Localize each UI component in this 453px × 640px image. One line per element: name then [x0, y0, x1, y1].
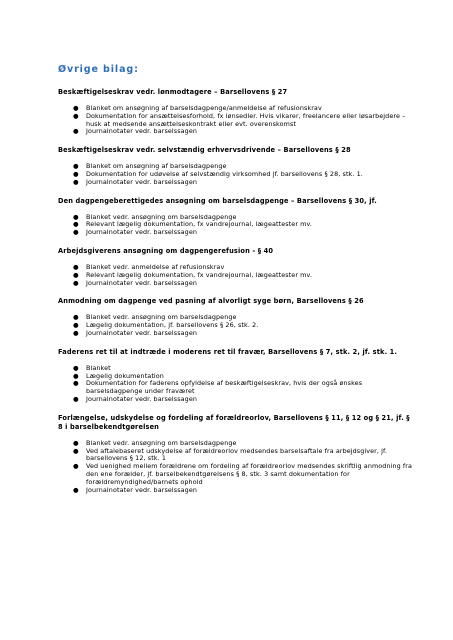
bullet-list [58, 365, 413, 404]
bullet-icon: ● [73, 262, 79, 271]
list-item-text: Blanket om ansøgning af barselsdagpenge/anmeldelse af refusionskrav [86, 104, 322, 112]
bullet-icon: ● [73, 446, 79, 455]
list-item [73, 394, 413, 404]
bullet-icon: ● [73, 104, 79, 112]
list-item-text: Blanket vedr. ansøgning om barselsdagpenge [86, 212, 237, 221]
list-item-text: Journalnotater vedr. barselssagen [86, 394, 198, 403]
document-section [58, 88, 413, 136]
list-item-text: Relevant lægelig dokumentation, fx vandrejournal, lægeattester mv. [86, 270, 313, 279]
document-section [58, 297, 413, 337]
bullet-list [58, 314, 413, 337]
list-item-text: Journalnotater vedr. barselssagen [86, 278, 198, 287]
bullet-icon: ● [73, 270, 79, 279]
list-item-text: Dokumentation for ansættelsesforhold, fx lønsedler. Hvis vikarer, freelancere eller løsarbejdere – husk at medsende ansættelseskontrakt eller evt. overenskomst [86, 111, 406, 128]
list-item [73, 485, 413, 495]
bullet-icon: ● [73, 371, 79, 380]
list-item-text: Blanket vedr. anmeldelse af refusionskrav [86, 262, 225, 271]
section-title: Beskæftigelseskrav vedr. lønmodtagere – Barsellovens § 27 [58, 88, 288, 96]
list-item-text: Ved aftalebaseret udskydelse af forældreorlov medsendes barselsaftale fra arbejdsgiver, jf. barsellovens § 12, stk. 1 [86, 446, 388, 463]
bullet-icon: ● [73, 212, 79, 221]
document-section [58, 348, 413, 404]
list-item-text: Blanket vedr. ansøgning om barselsdagpenge [86, 438, 237, 447]
bullet-icon: ● [73, 394, 79, 403]
list-item-text: Relevant lægelig dokumentation, fx vandrejournal, lægeattester mv. [86, 220, 313, 229]
list-item-text: Blanket [86, 363, 111, 372]
list-item-text: Journalnotater vedr. barselssagen [86, 485, 198, 494]
list-item-text: Blanket vedr. ansøgning om barselsdagpenge [86, 313, 237, 322]
bullet-list [58, 264, 413, 287]
list-item [73, 111, 413, 129]
bullet-icon: ● [73, 220, 79, 229]
bullet-icon: ● [73, 162, 79, 171]
list-item [73, 462, 413, 486]
document-section [58, 414, 413, 495]
bullet-icon: ● [73, 177, 79, 186]
list-item-text: Lægelig dokumentation [86, 371, 164, 380]
bullet-icon: ● [73, 363, 79, 372]
document-section [58, 247, 413, 287]
list-item-text: Journalnotater vedr. barselssagen [86, 328, 198, 337]
bullet-icon: ● [73, 278, 79, 287]
list-item [73, 278, 413, 288]
bullet-icon: ● [73, 462, 79, 471]
bullet-icon: ● [73, 127, 79, 136]
bullet-icon: ● [73, 379, 79, 388]
bullet-icon: ● [73, 321, 79, 330]
sections-container [58, 88, 413, 494]
list-item [73, 446, 413, 464]
list-item-text: Lægelig dokumentation, jf. barsellovens § 26, stk. 2. [86, 321, 259, 330]
list-item-text: Blanket om ansøgning af barselsdagpenge [86, 162, 227, 171]
list-item-text: Journalnotater vedr. barselssagen [86, 228, 198, 237]
section-heading: Øvrige bilag: [58, 64, 139, 75]
bullet-icon: ● [73, 438, 79, 447]
bullet-icon: ● [73, 313, 79, 322]
section-title: Den dagpengeberettigedes ansøgning om barselsdagpenge – Barsellovens § 30, jf. [58, 196, 377, 205]
list-item-text: Journalnotater vedr. barselssagen [86, 127, 198, 136]
list-item [73, 328, 413, 338]
section-title: Beskæftigelseskrav vedr. selvstændig erhvervsdrivende – Barsellovens § 28 [58, 146, 351, 155]
bullet-list [58, 105, 413, 136]
list-item [73, 379, 413, 396]
bullet-icon: ● [73, 228, 79, 237]
bullet-icon: ● [73, 485, 79, 494]
bullet-icon: ● [73, 169, 79, 178]
list-item [73, 177, 413, 187]
list-item-text: Journalnotater vedr. barselssagen [86, 177, 198, 186]
bullet-list [58, 214, 413, 237]
bullet-list [58, 440, 413, 495]
document-section [58, 197, 413, 237]
list-item-text: Dokumentation for udøvelse af selvstændig virksomhed jf. barsellovens § 28, stk. 1. [86, 169, 363, 178]
bullet-list [58, 163, 413, 186]
bullet-icon: ● [73, 111, 79, 120]
section-title: Arbejdsgiverens ansøgning om dagpengerefusion - § 40 [58, 246, 274, 255]
list-item [73, 228, 413, 237]
section-title: Faderens ret til at indtræde i moderens ret til fravær, Barsellovens § 7, stk. 2, jf. stk. 1. [58, 347, 398, 356]
list-item-text: Ved uenighed mellem forældrene om fordeling af forældreorlov medsendes skriftlig anmodning fra den ene forælder, jf. barselbekendtgørelsens § 8, stk. 3 samt dokumentation for forældremyndighed/barnets ophold [86, 462, 413, 486]
section-title: Forlængelse, udskydelse og fordeling af forældreorlov, Barsellovens § 11, § 12 og § 21, jf. § 8 i barselbekendtgørelsen [58, 413, 410, 431]
list-item-text: Dokumentation for faderens opfyldelse af beskæftigelseskrav, hvis der også ønskes barselsdagpenge under fraværet [86, 379, 363, 396]
list-item [73, 127, 413, 136]
section-title: Anmodning om dagpenge ved pasning af alvorligt syge børn, Barsellovens § 26 [58, 297, 364, 306]
bullet-icon: ● [73, 328, 79, 337]
document-section [58, 146, 413, 186]
